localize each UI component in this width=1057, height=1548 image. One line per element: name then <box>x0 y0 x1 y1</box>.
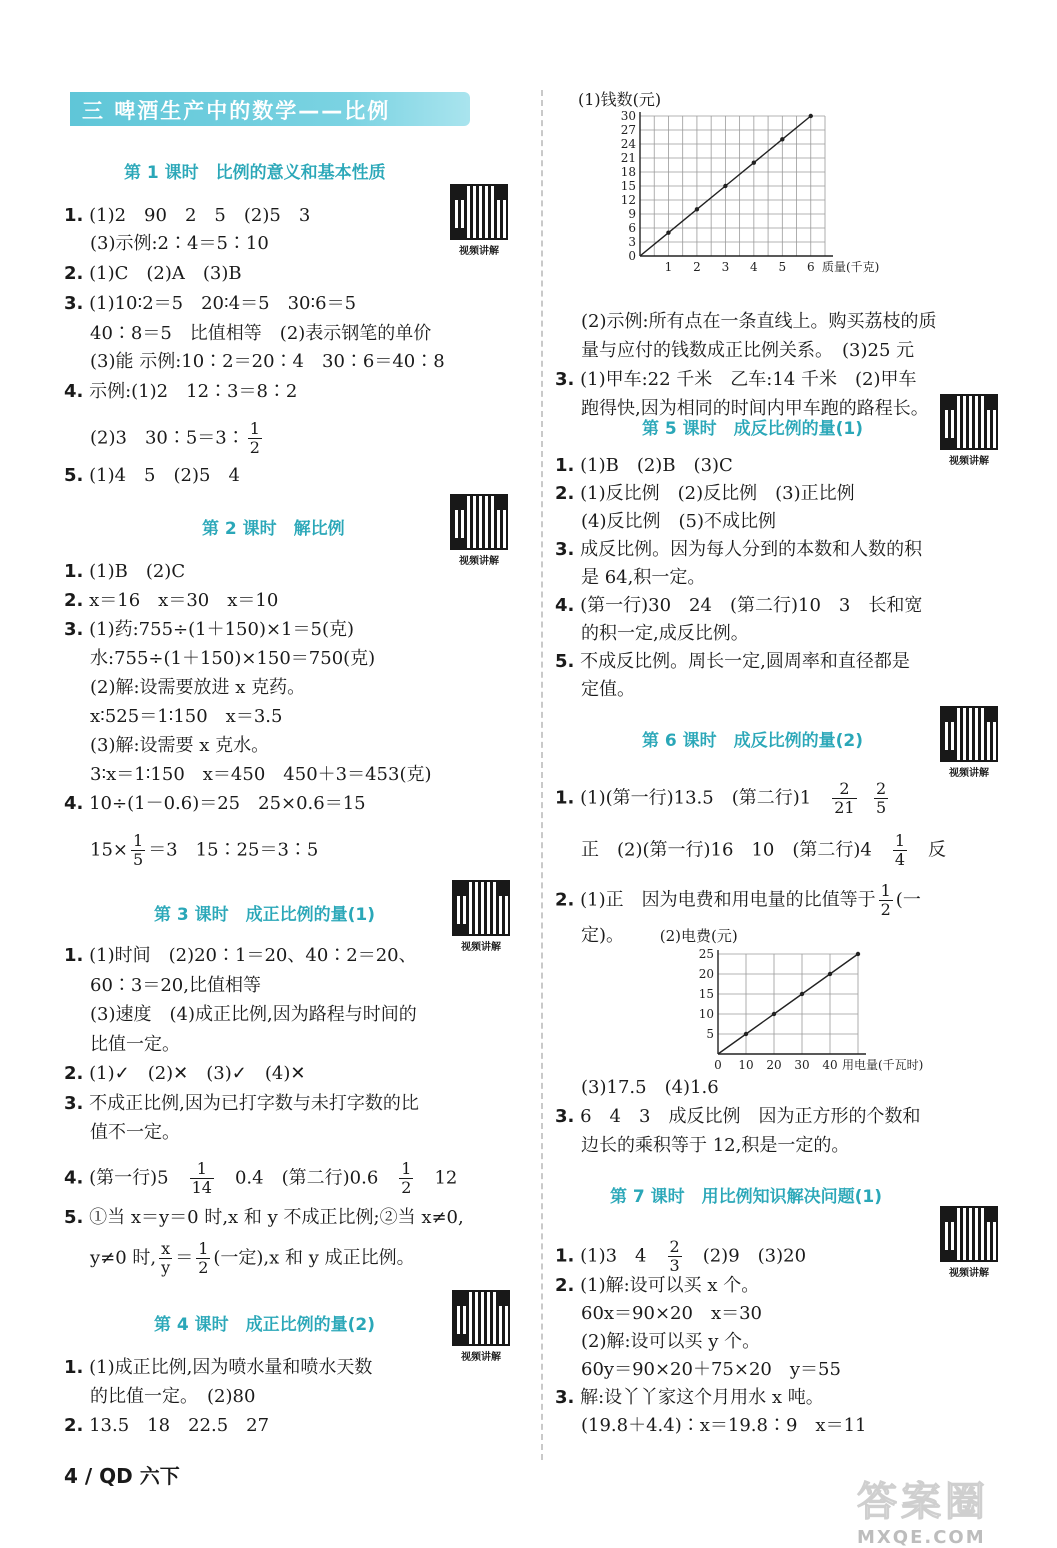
answer-text: 解:设丫丫家这个月用水 x 吨。 <box>580 1387 824 1408</box>
answer-text: 10÷(1－0.6)＝25 25×0.6＝15 <box>89 793 366 814</box>
denominator: 5 <box>133 850 144 869</box>
answer-text: (1)解:设可以买 x 个。 <box>580 1275 760 1296</box>
answer-line <box>64 944 417 968</box>
text: ①当 x＝y＝0 时,x 和 y 不成正比例;②当 x≠0, <box>89 1207 464 1228</box>
text: ＝3 15∶25＝3∶5 <box>148 839 319 861</box>
y-tick-label: 21 <box>620 151 636 165</box>
answer-text: 不成反比例。周长一定,圆周率和直径都是 <box>580 651 910 672</box>
lesson-4-title: 第 4 课时 成正比例的量(2) <box>154 1315 376 1335</box>
y-tick-label: 9 <box>628 207 636 221</box>
answer-line <box>555 538 922 562</box>
question-number: 1. <box>64 205 84 226</box>
numerator: 1 <box>249 419 260 438</box>
question-number: 4. <box>64 1167 84 1189</box>
question-number: 4. <box>64 381 84 402</box>
data-point <box>800 992 804 996</box>
fraction <box>874 780 888 817</box>
data-point <box>723 184 727 188</box>
qr-code-icon <box>452 1290 510 1346</box>
answer-text: 3∶x＝1∶150 x＝450 450＋3＝453(克) <box>90 764 432 785</box>
question-number: 3. <box>64 619 84 640</box>
text: (第一行)5 <box>89 1167 187 1189</box>
denominator: y <box>161 1258 171 1277</box>
answer-text: 示例:(1)2 12∶3＝8∶2 <box>89 381 298 402</box>
text: 正 (2)(第一行)16 10 (第二行)4 <box>581 839 890 861</box>
question-number: 4. <box>555 595 575 616</box>
data-point <box>752 160 756 164</box>
qr-code-lesson-4[interactable] <box>450 1290 512 1364</box>
answer-line <box>90 1385 255 1409</box>
x-tick-label: 4 <box>750 260 758 274</box>
qr-code-lesson-2[interactable] <box>448 494 510 568</box>
answer-line <box>64 618 354 642</box>
answer-text: 13.5 18 22.5 27 <box>89 1415 270 1436</box>
fraction <box>893 832 907 869</box>
answer-line <box>581 1134 849 1158</box>
question-number: 1. <box>64 945 84 966</box>
data-point <box>744 1032 748 1036</box>
numerator: 2 <box>669 1237 680 1256</box>
y-tick-label: 15 <box>620 179 636 193</box>
answer-line <box>90 1033 180 1057</box>
answer-text: (1)2 90 2 5 (2)5 3 <box>89 205 311 226</box>
data-point <box>809 114 813 118</box>
qr-code-icon <box>452 880 510 936</box>
answer-line <box>555 1105 920 1129</box>
numerator: 1 <box>894 831 906 850</box>
qr-label: 视频讲解 <box>949 1268 989 1279</box>
answer-text: 6 4 3 成反比例 因为正方形的个数和 <box>580 1106 921 1127</box>
answer-text: 值不一定。 <box>90 1122 180 1143</box>
x-tick-label: 3 <box>721 260 730 274</box>
answer-text: (1)反比例 (2)反比例 (3)正比例 <box>580 483 855 504</box>
answer-line <box>64 380 297 404</box>
answer-text: (4)反比例 (5)不成比例 <box>581 511 776 532</box>
answer-text: 定值。 <box>581 679 635 700</box>
y-tick-label: 15 <box>698 987 714 1001</box>
data-point <box>780 137 784 141</box>
answer-line <box>555 650 910 674</box>
question-number: 5. <box>64 465 84 486</box>
denominator: 2 <box>880 900 891 919</box>
answer-text: 是 64,积一定。 <box>581 567 706 588</box>
text: ＝ <box>175 1247 194 1269</box>
answer-line <box>64 1414 269 1438</box>
answer-line <box>581 1414 867 1438</box>
column-divider <box>541 90 543 1460</box>
question-number: 2. <box>64 263 84 284</box>
denominator: 2 <box>198 1258 209 1277</box>
chart1-ylabel: (1)钱数(元) <box>578 90 662 109</box>
y-tick-label: 0 <box>628 249 636 263</box>
answer-text: 边长的乘积等于 12,积是一定的。 <box>581 1135 850 1156</box>
x-tick-label: 2 <box>693 260 701 274</box>
denominator: 14 <box>191 1178 212 1197</box>
answer-line <box>555 454 733 478</box>
x-axis-label: 质量(千克) <box>822 260 880 274</box>
answer-line <box>581 832 946 869</box>
question-number: 2. <box>555 483 575 504</box>
answer-line <box>64 560 185 584</box>
qr-code-lesson-1[interactable] <box>448 184 510 258</box>
question-number: 3. <box>64 1092 84 1114</box>
answer-line <box>581 1358 841 1382</box>
answer-text: 成反比例。因为每人分到的本数和人数的积 <box>580 539 923 560</box>
answer-text: (1)B (2)B (3)C <box>580 455 733 476</box>
answer-text: 的积一定,成反比例。 <box>581 623 749 644</box>
data-point <box>666 230 670 234</box>
chart2-ylabel: (2)电费(元) <box>659 927 738 945</box>
answer-text: 60x＝90×20 x＝30 <box>581 1303 763 1324</box>
question-number: 5. <box>64 1207 84 1228</box>
question-number: 3. <box>64 293 84 314</box>
fraction <box>131 832 145 869</box>
answer-text: (1)10∶2＝5 20∶4＝5 30∶6＝5 <box>89 293 357 314</box>
question-number: 1. <box>555 787 575 809</box>
lesson-6-title: 第 6 课时 成反比例的量(2) <box>642 731 864 751</box>
text: (一定),x 和 y 成正比例。 <box>213 1247 415 1269</box>
denominator: 4 <box>894 850 906 869</box>
answer-text: (1)✓ (2)✕ (3)✓ (4)✕ <box>89 1063 306 1084</box>
denominator: 21 <box>834 798 855 817</box>
answer-line <box>64 1092 419 1116</box>
answer-text: 水:755÷(1＋150)×150＝750(克) <box>90 648 376 669</box>
answer-line <box>555 780 891 817</box>
x-tick-label: 40 <box>822 1058 838 1072</box>
answer-line <box>555 482 855 506</box>
fraction <box>190 1160 214 1197</box>
answer-line <box>64 792 366 816</box>
x-tick-label: 20 <box>766 1058 782 1072</box>
x-tick-label: 30 <box>794 1058 810 1072</box>
lesson-7-title: 第 7 课时 用比例知识解决问题(1) <box>610 1187 883 1207</box>
qr-code-icon <box>940 706 998 762</box>
chart-money-vs-weight <box>610 108 910 278</box>
answer-line <box>555 1274 759 1298</box>
denominator: 5 <box>876 798 887 817</box>
data-point <box>856 952 860 956</box>
question-number: 1. <box>64 1357 84 1378</box>
answer-line <box>64 1356 372 1380</box>
question-number: 2. <box>64 1063 84 1084</box>
answer-line <box>555 1386 824 1410</box>
answer-text: (1)4 5 (2)5 4 <box>89 465 240 486</box>
qr-label: 视频讲解 <box>459 246 499 257</box>
numerator: 1 <box>401 1159 412 1178</box>
answer-line <box>90 676 305 700</box>
text: (2)9 (3)20 <box>684 1245 807 1267</box>
answer-line <box>90 420 265 457</box>
answer-text: (2)示例:所有点在一条直线上。购买荔枝的质 <box>581 311 937 332</box>
lesson-1-title: 第 1 课时 比例的意义和基本性质 <box>124 163 386 183</box>
qr-code-icon <box>450 184 508 240</box>
text: y≠0 时, <box>90 1247 157 1269</box>
numerator: 1 <box>198 1239 209 1258</box>
qr-label: 视频讲解 <box>949 456 989 467</box>
question-number: 4. <box>64 793 84 814</box>
text: 定)。 <box>581 925 625 946</box>
y-tick-label: 25 <box>698 947 714 961</box>
answer-line <box>581 339 914 363</box>
answer-line <box>90 763 432 787</box>
answer-line <box>581 622 749 646</box>
text: 15× <box>90 839 128 861</box>
answer-line <box>555 594 922 618</box>
text: (1)3 4 <box>580 1245 665 1267</box>
y-tick-label: 30 <box>620 109 636 123</box>
answer-line <box>581 310 937 334</box>
answer-line <box>581 678 635 702</box>
answer-line <box>555 882 921 919</box>
fraction <box>196 1240 210 1277</box>
answer-line <box>64 464 240 488</box>
qr-code-icon <box>450 494 508 550</box>
question-number: 3. <box>555 1387 575 1408</box>
qr-code-lesson-5[interactable] <box>938 394 1000 468</box>
answer-text: (1)B (2)C <box>89 561 186 582</box>
x-tick-label: 6 <box>806 260 815 274</box>
answer-line <box>90 232 269 256</box>
answer-line <box>581 924 738 948</box>
answer-line <box>90 647 375 671</box>
qr-label: 视频讲解 <box>461 942 501 953</box>
data-point <box>695 207 699 211</box>
y-tick-label: 18 <box>620 165 636 179</box>
question-number: 5. <box>555 651 575 672</box>
answer-text: (2)解:设需要放进 x 克药。 <box>90 677 306 698</box>
answer-line <box>90 1003 417 1027</box>
lesson-3-title: 第 3 课时 成正比例的量(1) <box>154 905 376 925</box>
qr-code-lesson-6[interactable] <box>938 706 1000 780</box>
answer-text: 的比值一定。 (2)80 <box>90 1386 256 1407</box>
answer-line <box>90 350 445 374</box>
question-number: 1. <box>555 1245 575 1267</box>
answer-text: (19.8＋4.4)∶x＝19.8∶9 x＝11 <box>581 1415 867 1436</box>
question-number: 3. <box>555 539 575 560</box>
answer-text: (1)成正比例,因为喷水量和喷水天数 <box>89 1357 373 1378</box>
x-tick-label: 0 <box>714 1058 722 1072</box>
fraction <box>248 420 262 457</box>
series-line <box>718 954 858 1054</box>
fraction <box>399 1160 413 1197</box>
answer-line <box>64 262 242 286</box>
answer-line <box>90 974 261 998</box>
numerator: 1 <box>133 831 144 850</box>
denominator: 2 <box>249 438 260 457</box>
answer-text: (2)3 30∶5＝3∶ <box>90 427 245 449</box>
x-tick-label: 10 <box>738 1058 754 1072</box>
x-tick-label: 1 <box>664 260 673 274</box>
question-number: 2. <box>555 1275 575 1296</box>
text: 反 <box>910 839 947 861</box>
answer-text: 40∶8＝5 比值相等 (2)表示钢笔的单价 <box>90 323 432 344</box>
watermark-logo <box>857 1470 1027 1548</box>
answer-line <box>90 832 318 869</box>
text: (1)(第一行)13.5 (第二行)1 <box>580 787 830 809</box>
answer-text: (第一行)30 24 (第二行)10 3 长和宽 <box>580 595 923 616</box>
answer-line <box>581 566 705 590</box>
y-tick-label: 3 <box>628 235 636 249</box>
qr-label: 视频讲解 <box>459 556 499 567</box>
answer-text: (3)能 示例:10∶2＝20∶4 30∶6＝40∶8 <box>90 351 445 372</box>
denominator: 3 <box>669 1256 680 1275</box>
question-number: 2. <box>64 1415 84 1436</box>
y-tick-label: 10 <box>698 1007 714 1021</box>
watermark-text: 答案圈 <box>857 1479 989 1525</box>
numerator: 2 <box>832 780 856 799</box>
answer-line <box>555 1238 806 1275</box>
data-point <box>828 972 832 976</box>
qr-code-icon <box>940 1206 998 1262</box>
y-tick-label: 20 <box>698 967 714 981</box>
question-number: 1. <box>555 455 575 476</box>
numerator: 1 <box>880 881 891 900</box>
watermark-url: MXQE.COM <box>857 1527 986 1548</box>
fraction <box>668 1238 682 1275</box>
question-number: 3. <box>555 369 575 390</box>
qr-code-lesson-7[interactable] <box>938 1206 1000 1280</box>
answer-line <box>581 1302 762 1326</box>
answer-text: 比值一定。 <box>90 1033 180 1055</box>
answer-text: (2)解:设可以买 y 个。 <box>581 1331 761 1352</box>
answer-text: x∶525＝1∶150 x＝3.5 <box>90 706 283 727</box>
fraction <box>832 780 856 817</box>
data-point <box>772 1012 776 1016</box>
numerator: x <box>159 1240 172 1259</box>
answer-text: 不成正比例,因为已打字数与未打字数的比 <box>89 1092 419 1114</box>
answer-text: 量与应付的钱数成正比例关系。 (3)25 元 <box>581 340 915 361</box>
question-number: 2. <box>64 590 84 611</box>
qr-code-icon <box>940 394 998 450</box>
answer-line <box>64 1062 305 1086</box>
answer-text: (1)时间 (2)20∶1＝20、40∶2＝20、 <box>89 945 417 966</box>
question-number: 3. <box>555 1106 575 1127</box>
answer-text: (3)示例:2∶4＝5∶10 <box>90 233 269 254</box>
y-tick-label: 24 <box>620 137 636 151</box>
answer-line <box>90 705 282 729</box>
question-number: 2. <box>555 889 575 911</box>
answer-text: 60∶3＝20,比值相等 <box>90 974 261 996</box>
answer-line <box>64 292 356 316</box>
answer-line <box>90 734 269 758</box>
text: 12 <box>416 1167 458 1189</box>
lesson-5-title: 第 5 课时 成反比例的量(1) <box>642 419 864 439</box>
answer-line <box>90 322 431 346</box>
y-tick-label: 12 <box>620 193 636 207</box>
answer-text: 跑得快,因为相同的时间内甲车跑的路程长。 <box>581 398 929 419</box>
answer-text: (3)17.5 (4)1.6 <box>581 1077 719 1098</box>
qr-code-lesson-3[interactable] <box>450 880 512 954</box>
text: 0.4 (第二行)0.6 <box>216 1167 397 1189</box>
question-number: 1. <box>64 561 84 582</box>
section-banner <box>70 92 470 126</box>
numerator: 2 <box>876 779 887 798</box>
answer-line <box>555 368 916 392</box>
denominator: 2 <box>401 1178 412 1197</box>
answer-text: (1)甲车:22 千米 乙车:14 千米 (2)甲车 <box>580 369 917 390</box>
text: (1)正 因为电费和用电量的比值等于 <box>580 889 876 911</box>
answer-text: (3)解:设需要 x 克水。 <box>90 735 270 756</box>
qr-label: 视频讲解 <box>461 1352 501 1363</box>
answer-text: (1)C (2)A (3)B <box>89 263 242 284</box>
answer-line <box>64 589 278 613</box>
answer-line <box>581 510 776 534</box>
page-footer: 4 / QD 六下 <box>64 1464 180 1488</box>
x-axis-label: 用电量(千瓦时) <box>842 1058 924 1072</box>
x-tick-label: 5 <box>778 260 787 274</box>
y-tick-label: 5 <box>706 1027 714 1041</box>
answer-text: x＝16 x＝30 x＝10 <box>89 590 279 611</box>
answer-line <box>90 1121 180 1145</box>
numerator: 1 <box>190 1160 214 1179</box>
fraction <box>879 882 893 919</box>
y-tick-label: 6 <box>628 221 636 235</box>
answer-line <box>64 1206 464 1230</box>
answer-text: 60y＝90×20＋75×20 y＝55 <box>581 1359 841 1380</box>
answer-text: (1)药:755÷(1＋150)×1＝5(克) <box>89 619 354 640</box>
answer-line <box>581 1330 760 1354</box>
fraction <box>159 1240 172 1277</box>
lesson-2-title: 第 2 课时 解比例 <box>202 519 345 539</box>
chart-fee-vs-electricity <box>690 946 990 1074</box>
answer-line <box>581 1076 719 1100</box>
answer-line <box>90 1240 415 1277</box>
answer-line <box>64 1160 457 1197</box>
qr-label: 视频讲解 <box>949 768 989 779</box>
answer-text: (3)速度 (4)成正比例,因为路程与时间的 <box>90 1004 417 1025</box>
section-title: 三 啤酒生产中的数学——比例 <box>82 99 391 123</box>
answer-line <box>64 204 310 228</box>
y-tick-label: 27 <box>620 123 636 137</box>
text: (一 <box>895 889 921 911</box>
